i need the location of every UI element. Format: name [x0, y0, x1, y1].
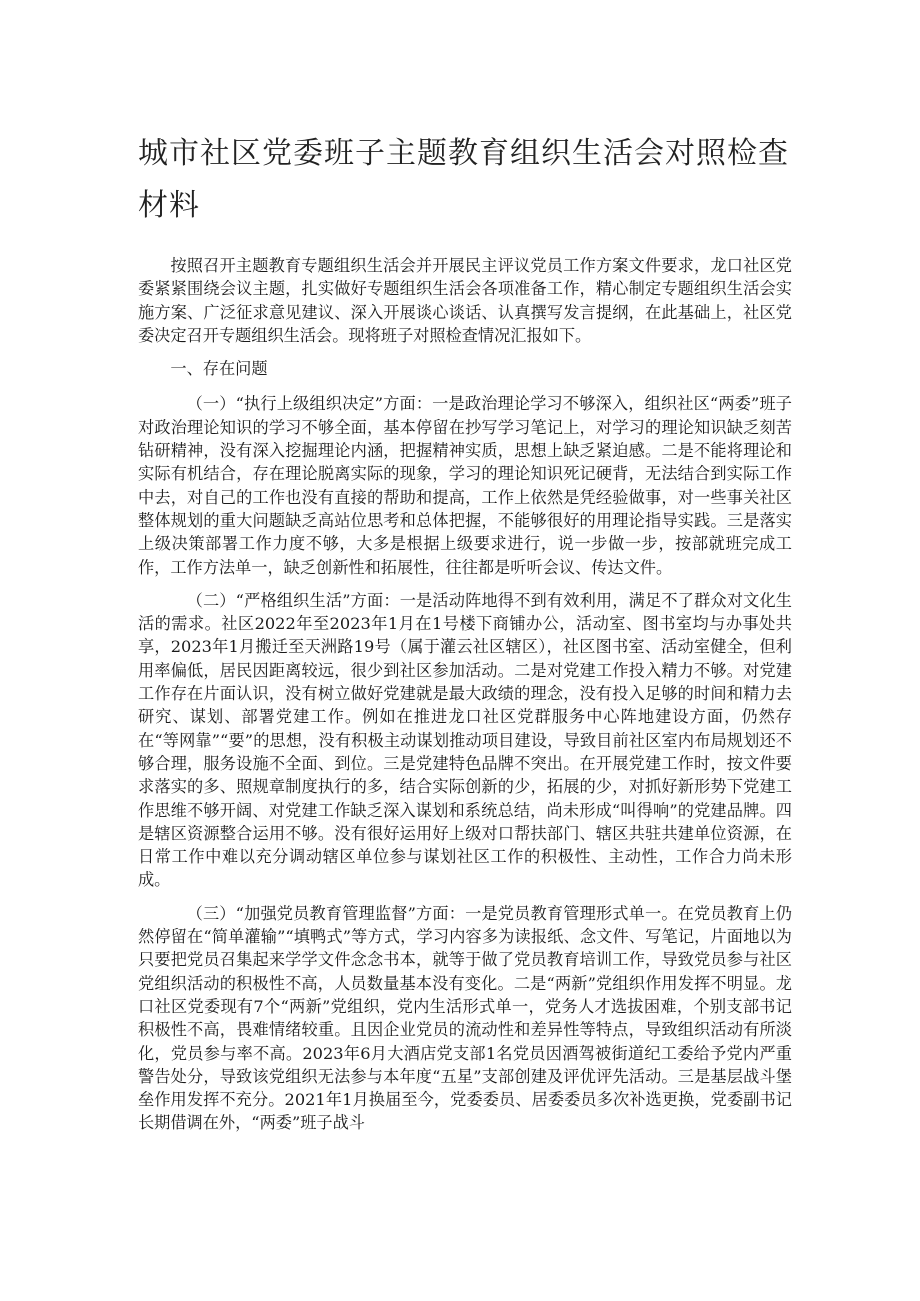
document-page [138, 128, 792, 1145]
item-paragraph-1: （一）“执行上级组织决定”方面：一是政治理论学习不够深入，组织社区“两委”班子对政治理论知识的学习不够全面，基本停留在抄写学习笔记上，对学习的理论知识缺乏刻苦钻研精神，没有深入挖掘理论内涵，把握精神实质，思想上缺乏紧迫感。二是不能将理论和实际有机结合，存在理论脱离实际的现象，学习的理论知识死记硬背，无法结合到实际工作中去，对自己的工作也没有直接的帮助和提高，工作上依然是凭经验做事，对一些事关社区整体规划的重大问题缺乏高站位思考和总体把握，不能够很好的用理论指导实践。三是落实上级决策部署工作力度不够，大多是根据上级要求进行，说一步做一步，按部就班完成工作，工作方法单一，缺乏创新性和拓展性，往往都是听听会议、传达文件。 [138, 394, 792, 577]
section-heading-problems: 一、存在问题 [170, 359, 268, 379]
document-title: 城市社区党委班子主题教育组织生活会对照检查材料 [138, 136, 789, 223]
intro-paragraph: 按照召开主题教育专题组织生活会并开展民主评议党员工作方案文件要求，龙口社区党委紧紧围绕会议主题，扎实做好专题组织生活会各项准备工作，精心制定专题组织生活会实施方案、广泛征求意见建议、深入开展谈心谈话、认真撰写发言提纲，在此基础上，社区党委决定召开专题组织生活会。现将班子对照检查情况汇报如下。 [138, 256, 792, 345]
item-paragraph-2: （二）“严格组织生活”方面：一是活动阵地得不到有效利用，满足不了群众对文化生活的需求。社区2022年至2023年1月在1号楼下商铺办公，活动室、图书室均与办事处共享，2023年1月搬迁至天洲路19号（属于灌云社区辖区），社区图书室、活动室健全，但利用率偏低，居民因距离较远，很少到社区参加活动。二是对党建工作投入精力不够。对党建工作存在片面认识，没有树立做好党建就是最大政绩的理念，没有投入足够的时间和精力去研究、谋划、部署党建工作。例如在推进龙口社区党群服务中心阵地建设方面，仍然存在“等网靠”“要”的思想，没有积极主动谋划推动项目建设，导致目前社区室内布局规划还不够合理，服务设施不全面、到位。三是党建特色品牌不突出。在开展党建工作时，按文件要求落实的多、照规章制度执行的多，结合实际创新的少，拓展的少，对抓好新形势下党建工作思维不够开阔、对党建工作缺乏深入谋划和系统总结，尚未形成“叫得响”的党建品牌。四是辖区资源整合运用不够。没有很好运用好上级对口帮扶部门、辖区共驻共建单位资源，在日常工作中难以充分调动辖区单位参与谋划社区工作的积极性、主动性，工作合力尚未形成。 [138, 590, 792, 890]
item-paragraph-3: （三）“加强党员教育管理监督”方面：一是党员教育管理形式单一。在党员教育上仍然停留在“简单灌输”“填鸭式”等方式，学习内容多为读报纸、念文件、写笔记，片面地以为只要把党员召集起来学学文件念念书本，就等于做了党员教育培训工作，导致党员参与社区党组织活动的积极性不高，人员数量基本没有变化。二是“两新”党组织作用发挥不明显。龙口社区党委现有7个“两新”党组织，党内生活形式单一，党务人才选拔困难，个别支部书记积极性不高，畏难情绪较重。且因企业党员的流动性和差异性等特点，导致组织活动有所淡化，党员参与率不高。2023年6月大酒店党支部1名党员因酒驾被街道纪工委给予党内严重警告处分，导致该党组织无法参与本年度“五星”支部创建及评优评先活动。三是基层战斗堡垒作用发挥不充分。2021年1月换届至今，党委委员、居委委员多次补选更换，党委副书记长期借调在外，“两委”班子战斗 [138, 903, 792, 1133]
